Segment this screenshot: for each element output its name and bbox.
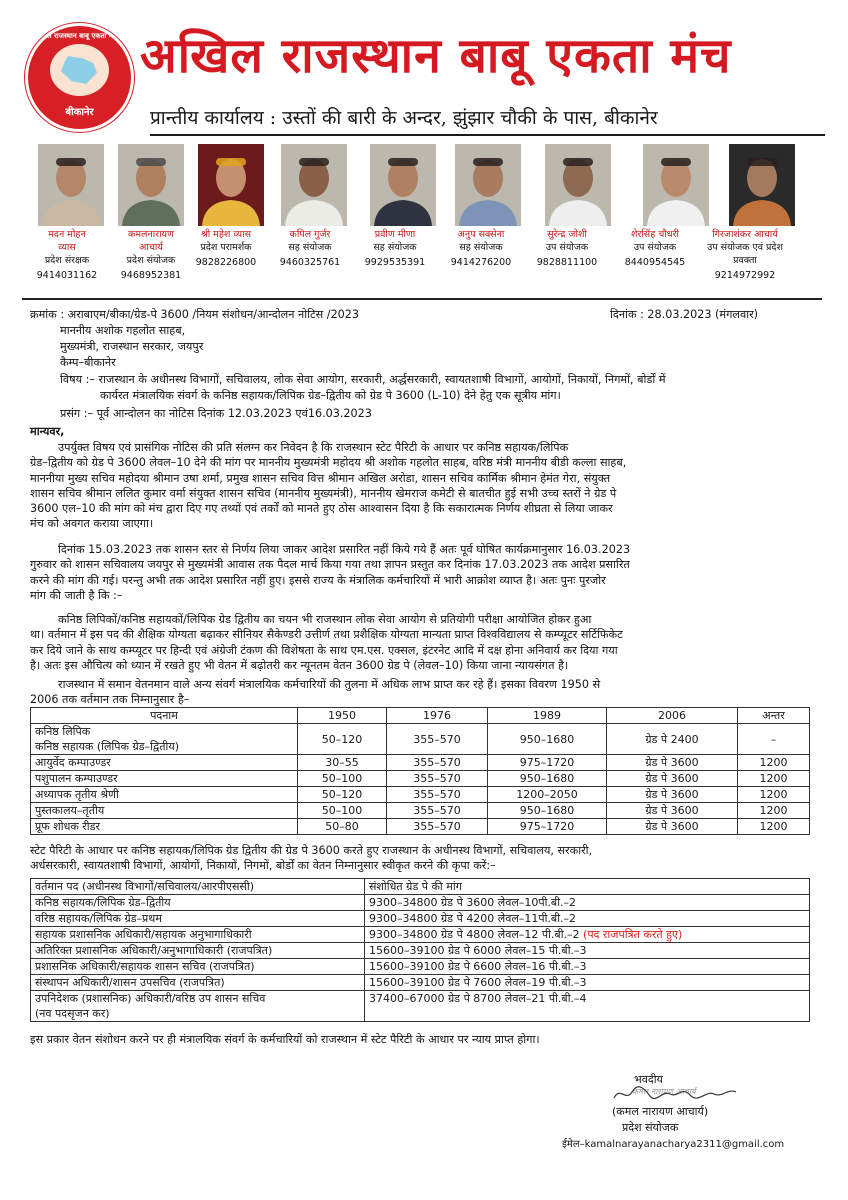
cell-2006: ग्रेड पे 3600: [607, 755, 738, 771]
table-row: [31, 755, 810, 771]
body-line: कनिष्ठ लिपिकों/कनिष्ठ सहायकों/लिपिक ग्रेड द्वितीय का चयन भी राजस्थान लोक सेवा आयोग से प्रतियोगी परीक्षा आयोजित होकर हुआ: [58, 613, 592, 626]
member-phone: 9460325761: [279, 257, 341, 268]
member-name: मदन मोहन: [48, 229, 86, 240]
office-address: प्रान्तीय कार्यालय : उस्तों की बारी के अन्दर, झुंझार चौकी के पास, बीकानेर: [150, 107, 658, 129]
contact-email[interactable]: ईमेल–kamalnarayanacharya2311@gmail.com: [562, 1139, 785, 1150]
body-line: था। वर्तमान में इस पद की शैक्षिक योग्यता बढ़ाकर सीनियर सैकेण्डरी उत्तीर्ण तथा प्रशैक्षिक योग्यता मान्यता प्राप्त विश्वविद्यालय से कम्प्यूटर सर्टिफिकेट: [30, 628, 623, 642]
table-row: [31, 927, 810, 943]
table-row: [31, 803, 810, 819]
signature-scribble: [610, 1082, 740, 1104]
cell-1976: 355–570: [387, 819, 488, 835]
col-current-post: वर्तमान पद (अधीनस्थ विभागों/सचिवालय/आरपीएससी): [31, 879, 365, 895]
member-post: प्रदेश संयोजक: [126, 255, 176, 266]
member-post: प्रदेश संरक्षक: [44, 255, 90, 266]
para1-block: [30, 440, 806, 532]
pay-history-table: [30, 707, 810, 835]
member-post: प्रदेश परामर्शक: [200, 242, 252, 253]
parity-line-1: स्टेट पैरिटी के आधार पर कनिष्ठ सहायक/लिपिक ग्रेड द्वितीय की ग्रेड पे 3600 करते हुए राजस्थान के अधीनस्थ विभागों, सचिवालय, सरकारी,: [30, 844, 593, 857]
member-post: सह संयोजक: [288, 242, 332, 253]
member-name: शेरसिंह चौधरी: [631, 229, 679, 240]
member-photo: [455, 144, 521, 226]
cell-current-post: वरिष्ठ सहायक/लिपिक ग्रेड–प्रथम: [31, 911, 365, 927]
member-post: सह संयोजक: [459, 242, 503, 253]
cell-post: अध्यापक तृतीय श्रेणी: [31, 787, 298, 803]
member-post: सह संयोजक: [373, 242, 417, 253]
member-photo: [729, 144, 795, 226]
cell-1989: 1200–2050: [488, 787, 607, 803]
cell-1989: 975–1720: [488, 819, 607, 835]
table-row: [31, 895, 810, 911]
address-line-3: कैम्प–बीकानेर: [60, 356, 116, 369]
member-post: उप संयोजक: [633, 242, 677, 253]
member-name: सुरेन्द्र जोशी: [547, 229, 587, 240]
cell-1950: 50–120: [298, 787, 387, 803]
letter-date: दिनांक : 28.03.2023 (मंगलवार): [610, 308, 759, 321]
signatory-title: प्रदेश संयोजक: [622, 1121, 679, 1134]
body-line: 3600 एल–10 की मांग को मंच द्वारा दिए गए तथ्यों एवं तर्कों को मानते हुए ठोस आश्वासन दिया है कि सकारात्मक निर्णय शीघ्रता से लिया जाकर: [30, 502, 613, 516]
cell-revised-demand: 9300–34800 ग्रेड पे 4800 लेवल–12 पी.बी.–2 (पद राजपत्रित करते हुए): [365, 927, 810, 943]
member-photo: [38, 144, 104, 226]
cell-1950: 50–120: [298, 724, 387, 755]
cell-1989: 950–1680: [488, 771, 607, 787]
table-row: [31, 819, 810, 835]
cell-post: पशुपालन कम्पाउण्डर: [31, 771, 298, 787]
body-line: गुरुवार को शासन सचिवालय जयपुर से मुख्यमंत्री आवास तक पैदल मार्च किया गया तथा ज्ञापन प्रस्तुत कर दिनांक 17.03.2023 तक आदेश प्रसारित: [30, 558, 630, 572]
body-line: माननीया मुख्य सचिव महोदया श्रीमान उषा शर्मा, प्रमुख शासन सचिव वित्त श्रीमान अखिल अरोडा, शासन सचिव कार्मिक श्रीमान हेमंत गेरा, संयुक्त: [30, 471, 611, 485]
cell-revised-demand: 15600–39100 ग्रेड पे 6600 लेवल–16 पी.बी.–3: [365, 959, 810, 975]
body-line: शासन सचिव श्रीमान ललित कुमार वर्मा संयुक्त शासन सचिव (माननीय मुख्यमंत्री), माननीय खेमराज कमेटी से बातचीत हुई सभी उच्च स्तरों ने ग्रेड पे: [30, 486, 617, 500]
cell-current-post: सहायक प्रशासनिक अधिकारी/सहायक अनुभागाधिकारी: [31, 927, 365, 943]
member-caption: [522, 228, 612, 269]
body-line: ग्रेड–द्वितीय को ग्रेड पे 3600 लेवल–10 देने की मांग पर माननीय मुख्यमंत्री महोदय श्री अशोक गहलोत साहब, वरिष्ठ मंत्री माननीय बीडी कल्ला साहब,: [30, 456, 627, 470]
parity-paragraph: [30, 843, 806, 874]
subject-line-2: कार्यरत मंत्रालयिक संवर्ग के कनिष्ठ सहायक/लिपिक ग्रेड–द्वितीय को ग्रेड पे 3600 (L-10) देने हेतु एक सूत्रीय मांग।: [100, 389, 561, 402]
body-line: 2006 तक वर्तमान तक निम्नानुसार है–: [30, 693, 190, 707]
table-row: [31, 943, 810, 959]
member-photo: [281, 144, 347, 226]
table-row: [31, 959, 810, 975]
member-photo: [643, 144, 709, 226]
org-logo: [28, 26, 131, 129]
cell-revised-demand: 15600–39100 ग्रेड पे 6000 लेवल–15 पी.बी.–3: [365, 943, 810, 959]
cell-diff: 1200: [738, 755, 810, 771]
member-post: उप संयोजक: [545, 242, 589, 253]
cell-1989: 950–1680: [488, 724, 607, 755]
member-phone: 9468952381: [120, 270, 182, 281]
member-phone: 9414276200: [450, 257, 512, 268]
cell-revised-demand: 15600–39100 ग्रेड पे 7600 लेवल–19 पी.बी.–3: [365, 975, 810, 991]
cell-1950: 50–80: [298, 819, 387, 835]
member-caption: [436, 228, 526, 269]
salutation: मान्यवर,: [30, 425, 65, 438]
cell-1950: 50–100: [298, 803, 387, 819]
cell-1976: 355–570: [387, 755, 488, 771]
cell-post: प्रूफ शोधक रीडर: [31, 819, 298, 835]
body-line: दिनांक 15.03.2023 तक शासन स्तर से निर्णय लिया जाकर आदेश प्रसारित नहीं किये गये हैं अतः पूर्व घोषित कार्यक्रमानुसार 16.03.2023: [58, 543, 631, 556]
cell-current-post: उपनिदेशक (प्रशासनिक) अधिकारी/वरिष्ठ उप शासन सचिव (नव पदसृजन कर): [31, 991, 365, 1022]
cell-diff: –: [738, 724, 810, 755]
member-caption: [265, 228, 355, 269]
header-divider: [150, 134, 825, 136]
para4-block: [30, 677, 806, 708]
member-caption: [181, 228, 271, 269]
member-name: गिरजाशंकर आचार्य: [712, 229, 778, 240]
col-1950: 1950: [298, 708, 387, 724]
cell-2006: ग्रेड पे 3600: [607, 819, 738, 835]
cell-current-post: प्रशासनिक अधिकारी/सहायक शासन सचिव (राजपत्रित): [31, 959, 365, 975]
member-name: कपिल गुर्जर: [289, 229, 331, 240]
table-row: [31, 975, 810, 991]
member-caption: [610, 228, 700, 269]
cell-diff: 1200: [738, 771, 810, 787]
members-divider: [22, 298, 822, 300]
prasang-line: प्रसंग :– पूर्व आन्दोलन का नोटिस दिनांक 12.03.2023 एवं16.03.2023: [60, 407, 372, 420]
col-2006: 2006: [607, 708, 738, 724]
table-header-row: [31, 879, 810, 895]
member-name-cont: व्यास: [58, 242, 76, 253]
col-1976: 1976: [387, 708, 488, 724]
cell-revised-demand: 37400–67000 ग्रेड पे 8700 लेवल–21 पी.बी.–4: [365, 991, 810, 1022]
cell-2006: ग्रेड पे 2400: [607, 724, 738, 755]
member-caption: [22, 228, 112, 282]
address-line-2: मुख्यमंत्री, राजस्थान सरकार, जयपुर: [60, 340, 204, 353]
body-line: मंच को अवगत कराया जाएगा।: [30, 517, 154, 531]
cell-1976: 355–570: [387, 724, 488, 755]
cell-2006: ग्रेड पे 3600: [607, 803, 738, 819]
cell-current-post: कनिष्ठ सहायक/लिपिक ग्रेड–द्वितीय: [31, 895, 365, 911]
gazetted-note: (पद राजपत्रित करते हुए): [579, 928, 683, 941]
member-name: प्रवीण मीणा: [374, 229, 416, 240]
member-phone: 9214972992: [714, 270, 776, 281]
member-photo: [370, 144, 436, 226]
cell-1950: 30–55: [298, 755, 387, 771]
member-phone: 9414031162: [36, 270, 98, 281]
cell-post: कनिष्ठ लिपिक कनिष्ठ सहायक (लिपिक ग्रेड–द्वितीय): [31, 724, 298, 755]
table-row: [31, 787, 810, 803]
member-phone: 9929535391: [364, 257, 426, 268]
member-phone: 9828811100: [536, 257, 598, 268]
cell-1976: 355–570: [387, 787, 488, 803]
body-line: मांग की जाती है कि :–: [30, 588, 123, 602]
cell-1976: 355–570: [387, 771, 488, 787]
member-name-cont: आचार्य: [139, 242, 163, 253]
member-caption: [700, 228, 790, 282]
signatory-name: (कमल नारायण आचार्य): [612, 1105, 709, 1118]
col-diff: अन्तर: [738, 708, 810, 724]
cell-2006: ग्रेड पे 3600: [607, 771, 738, 787]
para3-block: [30, 612, 806, 673]
member-name: कमलनारायण: [128, 229, 174, 240]
member-name: अनुप सक्सेना: [457, 229, 505, 240]
table-row: [31, 724, 810, 755]
cell-revised-demand: 9300–34800 ग्रेड पे 4200 लेवल–11पी.बी.–2: [365, 911, 810, 927]
logo-city: बीकानेर: [65, 107, 94, 118]
signature-name-text: कमल नारायण आचार्य: [632, 1087, 696, 1096]
address-line-1: माननीय अशोक गहलोत साहब,: [60, 324, 186, 337]
parity-line-2: अर्धसरकारी, स्वायतशाषी विभागों, आयोगों, निकायों, निगमों, बोर्डों का वेतन निम्नानुसार स्वीकृत करने की कृपा करें:–: [30, 859, 496, 873]
body-line: उपर्युक्त विषय एवं प्रासंगिक नोटिस की प्रति संलग्न कर निवेदन है कि राजस्थान स्टेट पैरिटी के आधार पर कनिष्ठ सहायक/लिपिक: [58, 441, 569, 454]
table-header-row: [31, 708, 810, 724]
member-phone: 8440954545: [624, 257, 686, 268]
cell-post: पुस्तकालय–तृतीय: [31, 803, 298, 819]
cell-diff: 1200: [738, 819, 810, 835]
cell-1950: 50–100: [298, 771, 387, 787]
cell-diff: 1200: [738, 803, 810, 819]
cell-current-post: अतिरिक्त प्रशासनिक अधिकारी/अनुभागाधिकारी (राजपत्रित): [31, 943, 365, 959]
cell-revised-demand: 9300–34800 ग्रेड पे 3600 लेवल–10पी.बी.–2: [365, 895, 810, 911]
table-row: [31, 771, 810, 787]
member-photo: [545, 144, 611, 226]
logo-rim-text: अखिल राजस्थान बाबू एकता मंच: [34, 32, 118, 40]
col-post: पदनाम: [31, 708, 298, 724]
closing-line: इस प्रकार वेतन संशोधन करने पर ही मंत्रालयिक संवर्ग के कर्मचारियों को राजस्थान में स्टेट पैरिटी के आधार पर न्याय प्राप्त होगा।: [30, 1033, 540, 1046]
body-line: राजस्थान में समान वेतनमान वाले अन्य संवर्ग मंत्रालयिक कर्मचारियों की तुलना में अधिक लाभ प्राप्त कर रहे हैं। इसका विवरण 1950 से: [58, 678, 601, 691]
body-line: है। अतः इस औचित्य को ध्यान में रखते हुए भी वेतन में बढ़ोतरी कर न्यूनतम वेतन 3600 ग्रेड पे (लेवल–10) किया जाना न्यायसंगत है।: [30, 658, 569, 672]
reference-number: क्रमांक : अराबाएम/बीका/ग्रेड-पे 3600 /नियम संशोधन/आन्दोलन नोटिस /2023: [30, 308, 360, 321]
member-post: उप संयोजक एवं प्रदेश प्रवक्ता: [707, 242, 783, 266]
table-row: [31, 911, 810, 927]
member-caption: [350, 228, 440, 269]
col-revised-demand: संशोधित ग्रेड पे की मांग: [365, 879, 810, 895]
body-line: करने की मांग की गई। परन्तु अभी तक आदेश प्रसारित नहीं हुए। इससे राज्य के मंत्रालिक कर्मचारियों में भारी आक्रोश व्याप्त है। अतः पुनः पुरजोर: [30, 573, 606, 587]
regards: भवदीय: [634, 1073, 663, 1086]
body-line: कर दिये जाने के साथ कम्प्यूटर पर हिन्दी एवं अंग्रेजी टंकण की विशेषता के साथ एम.एस. एक्सल, इंटरनेट आदि में दक्ष होना अनिवार्य कर दिया गया: [30, 643, 618, 657]
member-photo: [198, 144, 264, 226]
revised-pay-table: [30, 878, 810, 1022]
cell-post: आयुर्वेद कम्पाउण्डर: [31, 755, 298, 771]
org-title: अखिल राजस्थान बाबू एकता मंच: [140, 28, 732, 84]
cell-2006: ग्रेड पे 3600: [607, 787, 738, 803]
col-1989: 1989: [488, 708, 607, 724]
cell-1976: 355–570: [387, 803, 488, 819]
cell-1989: 950–1680: [488, 803, 607, 819]
member-phone: 9828226800: [195, 257, 257, 268]
para2-block: [30, 542, 806, 603]
member-photo: [118, 144, 184, 226]
table-row: [31, 991, 810, 1022]
member-name: श्री महेश व्यास: [200, 229, 252, 240]
cell-1989: 975–1720: [488, 755, 607, 771]
cell-diff: 1200: [738, 787, 810, 803]
subject-line-1: विषय :– राजस्थान के अधीनस्थ विभागों, सचिवालय, लोक सेवा आयोग, सरकारी, अर्द्धसरकारी, स्वायतशाषी विभागों, आयोगों, निकायों, निगमों, बोर्डों में: [60, 373, 666, 386]
cell-current-post: संस्थापन अधिकारी/शासन उपसचिव (राजपत्रित): [31, 975, 365, 991]
